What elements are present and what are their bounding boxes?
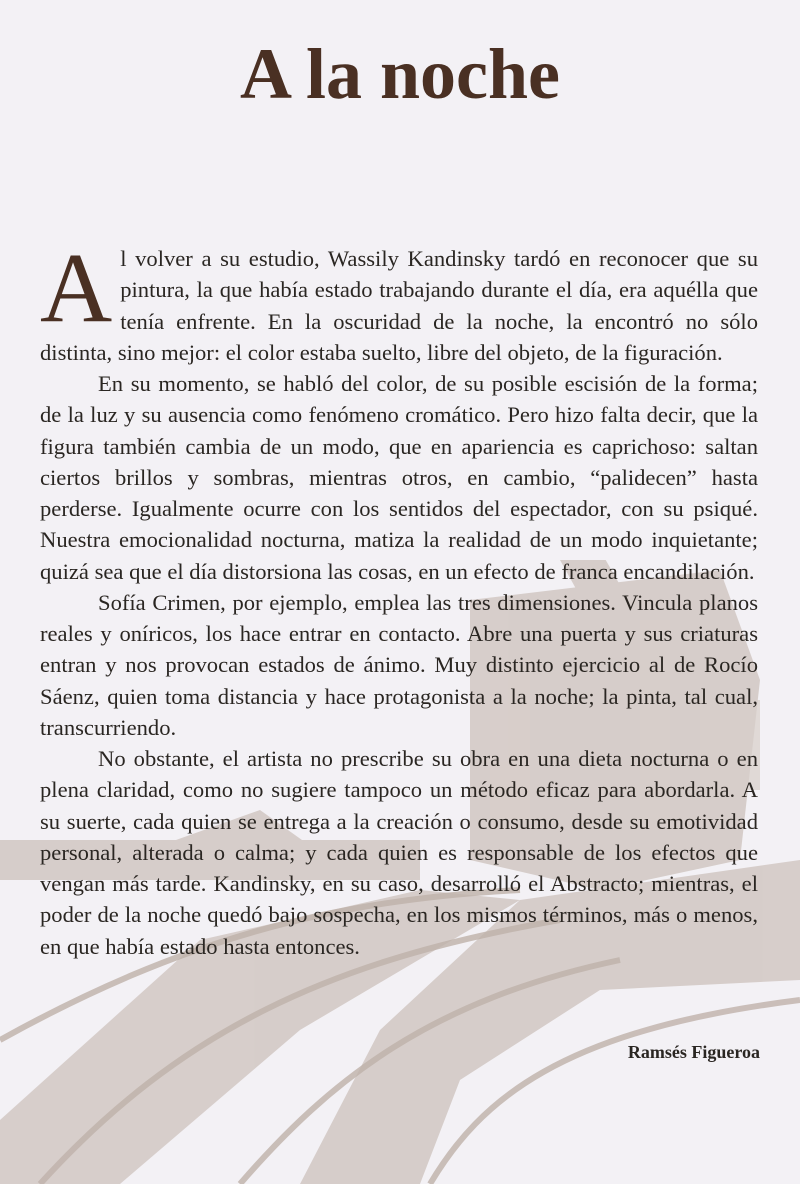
paragraph-2: En su momento, se habló del color, de su posible escisión de la forma; de la luz y su ausencia como fenómeno cromático. Pero hizo falta decir, que la figura también cambia de un modo, que en apariencia es caprichoso: saltan ciertos brillos y sombras, mientras otros, en cambio, “palidecen” hasta perderse. Igualmente ocurre con los sentidos del espectador, con su psiqué. Nuestra emocionalidad nocturna, matiza la realidad de un modo inquietante; quizá sea que el día distorsiona las cosas, en un efecto de franca encandilación. [40,371,758,584]
page-title: A la noche [239,34,561,114]
author-signature: Ramsés Figueroa [627,1042,760,1062]
paragraph-1-text: l volver a su estudio, Wassily Kandinsky tardó en reconocer que su pintura, la que había estado trabajando durante el día, era aquélla que tenía enfrente. En la oscuridad de la noche, la encontró no sólo distinta, sino mejor: el color estaba suelto, libre del objeto, de la figuración. [40,246,758,365]
paragraph-4: No obstante, el artista no prescribe su obra en una dieta nocturna o en plena claridad, como no sugiere tampoco un método eficaz para abordarla. A su suerte, cada quien se entrega a la creación o consumo, desde su emotividad personal, alterada o calma; y cada quien es responsable de los efectos que vengan más tarde. Kandinsky, en su caso, desarrolló el Abstracto; mientras, el poder de la noche quedó bajo sospecha, en los mismos términos, más o menos, en que había estado hasta entonces. [40,746,758,959]
paragraph-3: Sofía Crimen, por ejemplo, emplea las tres dimensiones. Vincula planos reales y oníricos, los hace entrar en contacto. Abre una puerta y sus criaturas entran y nos provocan estados de ánimo. Muy distinto ejercicio al de Rocío Sáenz, quien toma distancia y hace protagonista a la noche; la pinta, tal cual, transcurriendo. [40,589,758,740]
drop-cap-letter: A [40,232,113,343]
article-body [40,232,758,962]
paragraph-1 [40,232,758,368]
